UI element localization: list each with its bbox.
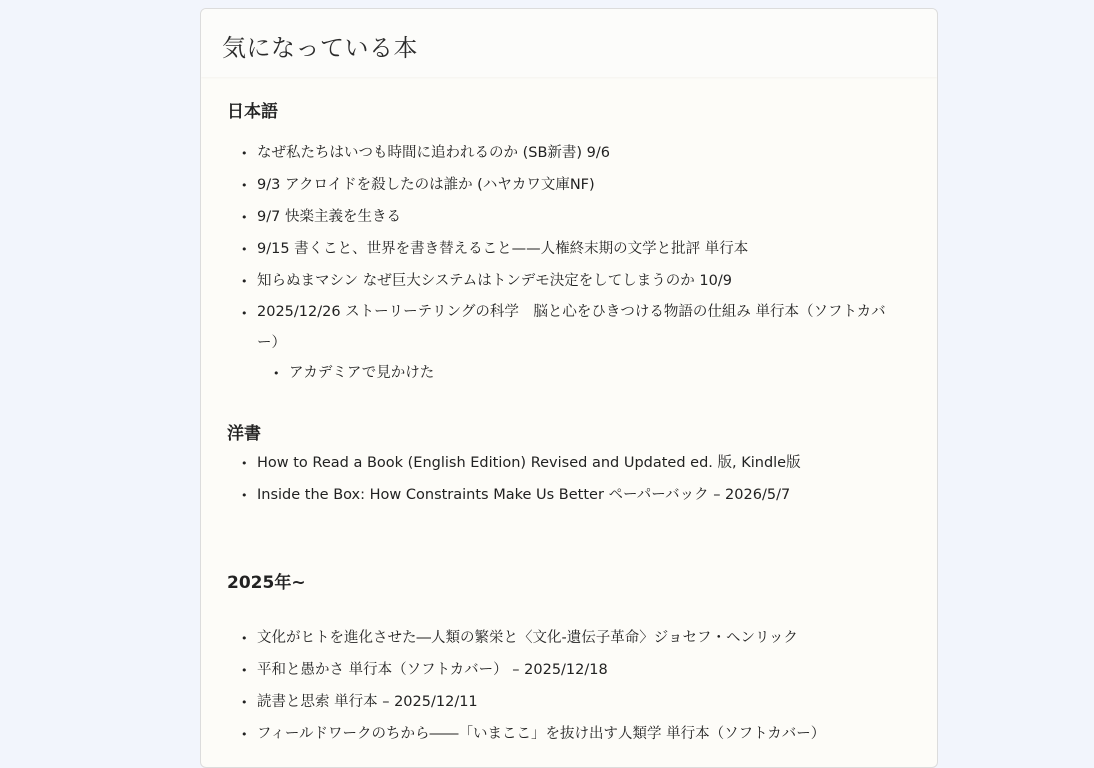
list-item: • フィールドワークのちから――「いまここ」を抜け出す人類学 単行本（ソフトカバー） <box>227 718 897 750</box>
note-card <box>200 8 938 768</box>
list-item-text: 2025/12/26 ストーリーテリングの科学 脳と心をひきつける物語の仕組み 単行本（ソフトカバー） <box>257 304 886 351</box>
card-header <box>201 9 937 77</box>
section-heading-foreign: 洋書 <box>227 424 261 444</box>
sub-list-item: • アカデミアで見かけた <box>227 359 937 387</box>
list-item: • 9/3 アクロイドを殺したのは誰か (ハヤカワ文庫NF) <box>227 169 897 201</box>
book-list-foreign <box>227 447 937 511</box>
book-list-2025 <box>227 622 937 750</box>
list-item: • 9/7 快楽主義を生きる <box>227 201 897 233</box>
list-item: • なぜ私たちはいつも時間に追われるのか (SB新書) 9/6 <box>227 137 897 169</box>
section-heading-japanese: 日本語 <box>227 102 278 122</box>
section-heading-2025: 2025年~ <box>227 573 306 593</box>
list-item: • How to Read a Book (English Edition) Revised and Updated ed. 版, Kindle版 <box>227 447 897 479</box>
list-item: • Inside the Box: How Constraints Make Us Better ペーパーバック – 2026/5/7 <box>227 479 897 511</box>
sub-list <box>227 359 937 387</box>
list-item: • 読書と思索 単行本 – 2025/12/11 <box>227 686 897 718</box>
list-item <box>227 297 897 359</box>
list-item: • 平和と愚かさ 単行本（ソフトカバー） – 2025/12/18 <box>227 654 897 686</box>
page-title: 気になっている本 <box>222 34 418 62</box>
book-list-japanese <box>227 137 937 359</box>
list-item: • 文化がヒトを進化させた―人類の繁栄と〈文化-遺伝子革命〉ジョセフ・ヘンリック <box>227 622 897 654</box>
list-item: • 9/15 書くこと、世界を書き替えること——人権終末期の文学と批評 単行本 <box>227 233 897 265</box>
note-content <box>201 101 937 750</box>
list-item: • 知らぬまマシン なぜ巨大システムはトンデモ決定をしてしまうのか 10/9 <box>227 265 897 297</box>
